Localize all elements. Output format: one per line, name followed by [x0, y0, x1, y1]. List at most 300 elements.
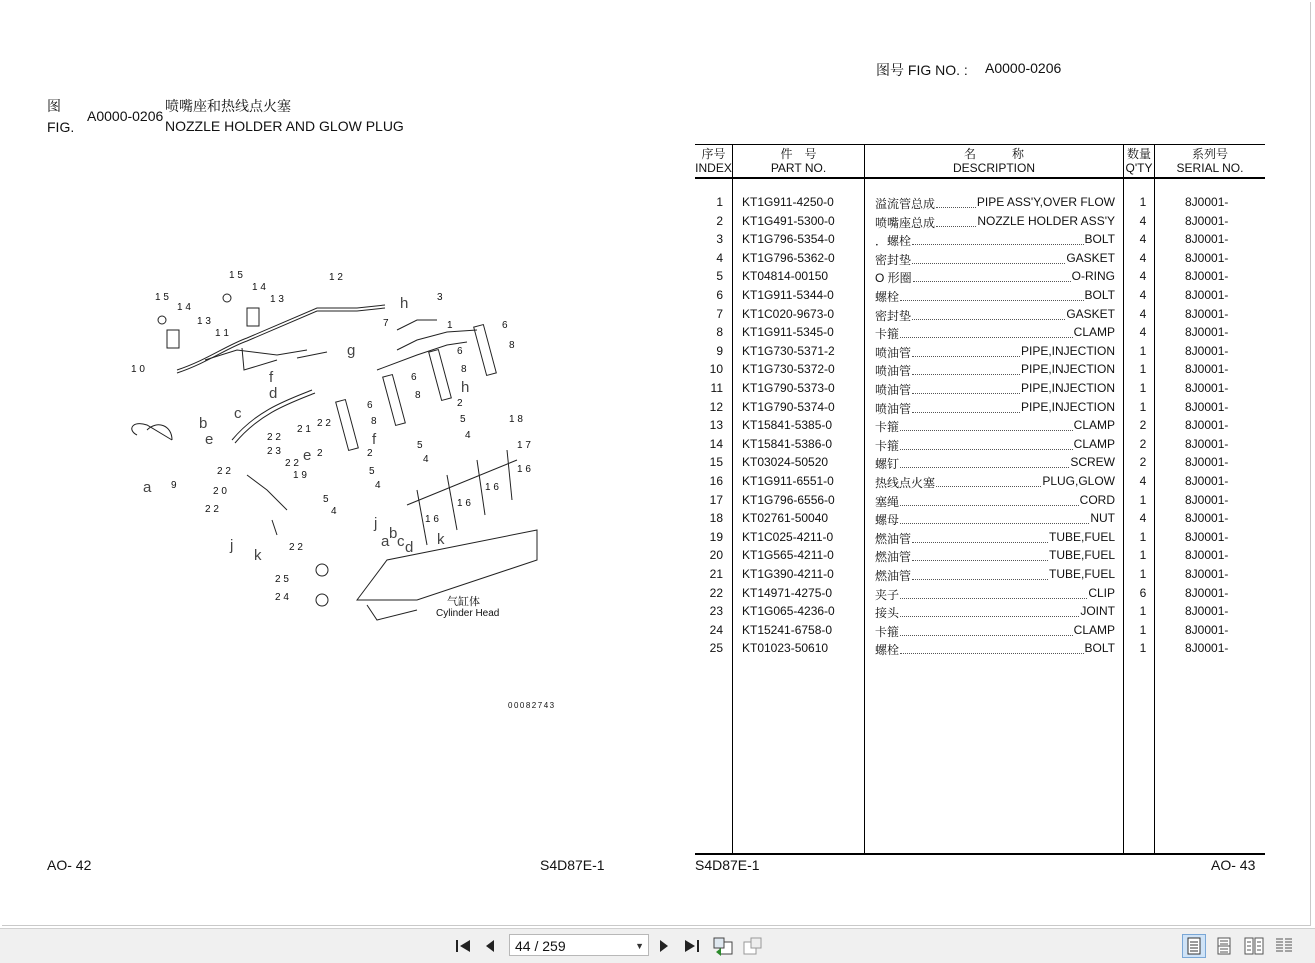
- row-desc-cn: 燃油管: [875, 550, 912, 565]
- row-index: 14: [709, 436, 723, 451]
- page-number-value: 44 / 259: [515, 938, 566, 954]
- row-serial: 8J0001-: [1185, 269, 1229, 284]
- row-desc-en: PIPE,INJECTION: [1020, 362, 1115, 377]
- row-part-no: KT1G390-4211-0: [742, 567, 834, 581]
- svg-text:b: b: [389, 525, 398, 542]
- row-serial: 8J0001-: [1185, 511, 1229, 526]
- row-part-no: KT1G491-5300-0: [742, 213, 835, 228]
- row-description: [875, 214, 1115, 231]
- leader-dots: [900, 604, 1079, 617]
- facing-continuous-view-icon[interactable]: [1272, 934, 1296, 958]
- table-row: [697, 269, 1267, 288]
- row-index: 4: [716, 250, 723, 265]
- svg-text:2 2: 2 2: [217, 466, 231, 477]
- svg-text:1 6: 1 6: [457, 498, 471, 509]
- table-row: [697, 418, 1267, 437]
- svg-text:1 6: 1 6: [485, 482, 499, 493]
- row-qty: 4: [1139, 269, 1147, 284]
- row-description: [875, 604, 1115, 621]
- table-row: [697, 455, 1267, 474]
- svg-text:7: 7: [383, 318, 389, 329]
- row-part-no: KT04814-00150: [742, 269, 829, 284]
- row-serial: 8J0001-: [1185, 604, 1229, 619]
- leader-dots: [912, 381, 1020, 394]
- svg-text:6: 6: [367, 400, 373, 411]
- table-row: [697, 362, 1267, 381]
- row-desc-en: CLAMP: [1073, 436, 1115, 451]
- row-desc-en: PIPE,INJECTION: [1020, 343, 1115, 358]
- row-desc-cn: 螺母: [875, 513, 900, 528]
- row-qty: 1: [1139, 492, 1147, 507]
- table-row: [697, 474, 1267, 493]
- leader-dots: [900, 455, 1069, 468]
- fig-no-label: 图号 FIG NO. :: [876, 62, 968, 78]
- header-serial-no: 系列号 SERIAL NO.: [1176, 147, 1244, 175]
- row-part-no: KT1G796-5362-0: [742, 250, 835, 265]
- leader-dots: [936, 474, 1041, 487]
- row-serial: 8J0001-: [1185, 436, 1229, 451]
- svg-text:1 4: 1 4: [252, 282, 266, 293]
- row-index: 9: [716, 343, 723, 358]
- svg-text:a: a: [381, 533, 390, 550]
- row-part-no: KT14971-4275-0: [742, 585, 833, 600]
- row-desc-en: O-RING: [1071, 269, 1115, 284]
- table-row: [697, 325, 1267, 344]
- svg-text:2 2: 2 2: [205, 504, 219, 515]
- left-footer-page: AO- 42: [47, 857, 92, 873]
- row-qty: 4: [1139, 250, 1147, 265]
- svg-text:1 3: 1 3: [270, 294, 284, 305]
- svg-text:2 2: 2 2: [289, 542, 303, 553]
- row-index: 25: [709, 641, 723, 656]
- row-desc-en: PIPE,INJECTION: [1020, 381, 1115, 395]
- row-desc-en: PIPE,INJECTION: [1020, 399, 1115, 414]
- table-top-rule: [695, 144, 1265, 145]
- leader-dots: [900, 437, 1073, 450]
- svg-text:6: 6: [502, 320, 508, 331]
- table-row: [697, 381, 1267, 400]
- row-desc-en: BOLT: [1084, 288, 1115, 302]
- row-index: 7: [716, 306, 723, 321]
- row-part-no: KT1C020-9673-0: [742, 306, 835, 321]
- table-row: [697, 232, 1267, 251]
- row-serial: 8J0001-: [1185, 343, 1229, 358]
- row-desc-cn: 卡箍: [875, 438, 900, 453]
- leader-dots: [912, 344, 1020, 357]
- leader-dots: [912, 251, 1065, 264]
- row-part-no: KT1G911-5345-0: [742, 325, 834, 340]
- row-description: [875, 455, 1115, 472]
- document-page-spread: [2, 2, 1311, 926]
- row-serial: 8J0001-: [1185, 399, 1229, 414]
- svg-text:2 0: 2 0: [213, 486, 227, 497]
- row-desc-cn: ．螺栓: [875, 234, 912, 249]
- table-row: [697, 548, 1267, 567]
- row-qty: 4: [1139, 232, 1147, 247]
- row-serial: 8J0001-: [1185, 381, 1229, 395]
- row-desc-en: BOLT: [1084, 232, 1115, 247]
- row-desc-en: TUBE,FUEL: [1048, 567, 1115, 581]
- row-qty: 2: [1139, 418, 1147, 433]
- single-page-view-icon[interactable]: [1182, 934, 1206, 958]
- svg-text:a: a: [143, 479, 152, 496]
- row-description: [875, 511, 1115, 528]
- row-part-no: KT1G790-5374-0: [742, 399, 835, 414]
- row-index: 1: [716, 195, 723, 209]
- svg-text:2 4: 2 4: [275, 592, 289, 603]
- leader-dots: [912, 307, 1065, 320]
- viewer-toolbar: [0, 928, 1315, 963]
- svg-text:2: 2: [317, 448, 323, 459]
- drawing-id: 00082743: [508, 701, 556, 710]
- svg-text:e: e: [205, 431, 214, 448]
- row-index: 6: [716, 288, 723, 302]
- row-qty: 1: [1139, 362, 1147, 377]
- svg-text:8: 8: [415, 390, 421, 401]
- row-desc-cn: 夹子: [875, 587, 900, 602]
- leader-dots: [900, 623, 1073, 636]
- svg-text:8: 8: [371, 416, 377, 427]
- svg-text:h: h: [400, 295, 409, 312]
- row-index: 17: [709, 492, 723, 507]
- row-index: 13: [709, 418, 723, 433]
- row-index: 8: [716, 325, 723, 340]
- row-description: [875, 325, 1115, 342]
- table-header-rule: [695, 177, 1265, 179]
- row-desc-en: CLAMP: [1073, 418, 1115, 433]
- svg-text:k: k: [437, 531, 445, 548]
- row-desc-cn: 溢流管总成: [875, 197, 936, 211]
- row-serial: 8J0001-: [1185, 362, 1229, 377]
- row-serial: 8J0001-: [1185, 492, 1229, 507]
- row-description: [875, 362, 1115, 379]
- row-serial: 8J0001-: [1185, 250, 1229, 265]
- row-qty: 1: [1139, 195, 1147, 209]
- svg-text:f: f: [269, 369, 274, 386]
- row-index: 22: [709, 585, 723, 600]
- row-description: [875, 474, 1115, 491]
- row-desc-en: GASKET: [1066, 306, 1115, 321]
- leader-dots: [900, 493, 1079, 506]
- row-part-no: KT15241-6758-0: [742, 622, 833, 637]
- row-description: [875, 251, 1115, 268]
- first-page-icon[interactable]: [452, 935, 474, 957]
- svg-text:1 8: 1 8: [509, 414, 523, 425]
- svg-text:2 3: 2 3: [267, 446, 281, 457]
- table-row: [697, 493, 1267, 512]
- row-index: 12: [709, 399, 723, 414]
- row-part-no: KT1G730-5372-0: [742, 362, 835, 377]
- row-part-no: KT1C025-4211-0: [742, 529, 834, 544]
- svg-text:4: 4: [375, 480, 381, 491]
- row-qty: 6: [1139, 585, 1147, 600]
- forward-view-icon[interactable]: [742, 935, 764, 957]
- row-description: [875, 418, 1115, 435]
- header-qty: 数量 Q'TY: [1125, 147, 1153, 175]
- row-qty: 2: [1139, 455, 1147, 470]
- leader-dots: [936, 214, 976, 227]
- svg-text:2 5: 2 5: [275, 574, 289, 585]
- row-desc-en: PIPE ASS'Y,OVER FLOW: [976, 195, 1115, 209]
- row-desc-cn: 卡箍: [875, 327, 900, 342]
- row-serial: 8J0001-: [1185, 232, 1229, 247]
- svg-text:d: d: [269, 385, 278, 402]
- row-description: [875, 288, 1115, 305]
- row-desc-en: CLIP: [1088, 585, 1115, 600]
- row-serial: 8J0001-: [1185, 306, 1229, 321]
- table-row: [697, 307, 1267, 326]
- row-serial: 8J0001-: [1185, 195, 1229, 209]
- table-row: [697, 586, 1267, 605]
- row-qty: 1: [1139, 381, 1147, 395]
- table-row: [697, 195, 1267, 214]
- svg-text:1 0: 1 0: [131, 364, 145, 375]
- row-description: [875, 641, 1115, 658]
- leader-dots: [936, 195, 976, 208]
- row-index: 11: [710, 381, 723, 395]
- row-desc-cn: 密封垫: [875, 252, 912, 267]
- svg-text:5: 5: [460, 414, 466, 425]
- leader-dots: [912, 567, 1048, 580]
- svg-text:1 9: 1 9: [293, 470, 307, 481]
- svg-text:2: 2: [457, 398, 463, 409]
- table-row: [697, 641, 1267, 660]
- row-desc-cn: O 形圈: [875, 271, 912, 286]
- row-part-no: KT15841-5385-0: [742, 418, 833, 433]
- svg-text:1: 1: [447, 320, 453, 331]
- svg-text:6: 6: [411, 372, 417, 383]
- leader-dots: [900, 288, 1084, 301]
- row-qty: 4: [1139, 213, 1147, 228]
- table-row: [697, 511, 1267, 530]
- svg-text:8: 8: [461, 364, 467, 375]
- row-index: 21: [709, 567, 723, 581]
- leader-dots: [912, 548, 1048, 561]
- row-part-no: KT1G565-4211-0: [742, 548, 834, 563]
- row-description: [875, 493, 1115, 510]
- row-index: 3: [716, 232, 723, 247]
- row-index: 23: [709, 604, 723, 619]
- fig-title-en: NOZZLE HOLDER AND GLOW PLUG: [165, 118, 404, 134]
- row-desc-en: SCREW: [1070, 455, 1115, 470]
- page-number-input[interactable]: [509, 934, 649, 956]
- row-desc-en: BOLT: [1084, 641, 1115, 656]
- row-serial: 8J0001-: [1185, 529, 1229, 544]
- table-row: [697, 344, 1267, 363]
- row-serial: 8J0001-: [1185, 641, 1229, 656]
- svg-text:g: g: [347, 342, 356, 359]
- row-desc-cn: 热线点火塞: [875, 476, 936, 490]
- row-desc-cn: 卡箍: [875, 420, 900, 435]
- row-index: 2: [716, 213, 723, 228]
- fig-title-cn: 喷嘴座和热线点火塞: [165, 98, 291, 114]
- row-desc-cn: 螺栓: [875, 290, 900, 304]
- row-desc-en: GASKET: [1066, 250, 1115, 265]
- left-footer-model: S4D87E-1: [540, 857, 605, 873]
- fig-label-en: FIG.: [47, 119, 75, 135]
- row-desc-cn: 螺钉: [875, 457, 900, 472]
- row-part-no: KT1G911-4250-0: [742, 195, 834, 209]
- row-qty: 1: [1139, 641, 1147, 656]
- row-part-no: KT1G911-6551-0: [742, 474, 834, 488]
- row-qty: 1: [1139, 548, 1147, 563]
- row-part-no: KT1G796-5354-0: [742, 232, 835, 247]
- svg-text:1 7: 1 7: [517, 440, 531, 451]
- table-row: [697, 437, 1267, 456]
- page-dropdown-icon[interactable]: ▼: [635, 941, 644, 951]
- svg-text:1 5: 1 5: [155, 292, 169, 303]
- svg-text:j: j: [374, 515, 378, 532]
- row-desc-en: JOINT: [1080, 604, 1115, 619]
- row-desc-cn: 喷油管: [875, 364, 912, 379]
- svg-text:j: j: [230, 537, 234, 554]
- leader-dots: [913, 269, 1071, 282]
- row-part-no: KT1G796-6556-0: [742, 492, 835, 507]
- row-desc-en: TUBE,FUEL: [1048, 529, 1115, 544]
- table-row: [697, 400, 1267, 419]
- row-index: 16: [709, 474, 723, 488]
- row-description: [875, 586, 1115, 603]
- row-serial: 8J0001-: [1185, 585, 1229, 600]
- row-qty: 4: [1139, 511, 1147, 526]
- svg-text:4: 4: [465, 430, 471, 441]
- row-index: 15: [709, 455, 723, 470]
- table-row: [697, 604, 1267, 623]
- svg-text:2: 2: [367, 448, 373, 459]
- row-index: 19: [709, 529, 723, 544]
- header-index: 序号 INDEX: [695, 147, 732, 175]
- row-index: 18: [709, 511, 723, 526]
- right-footer-model: S4D87E-1: [695, 857, 760, 873]
- svg-text:2 1: 2 1: [297, 424, 311, 435]
- row-serial: 8J0001-: [1185, 418, 1229, 433]
- row-index: 5: [716, 269, 723, 284]
- row-serial: 8J0001-: [1185, 567, 1229, 581]
- row-serial: 8J0001-: [1185, 455, 1229, 470]
- svg-text:1 3: 1 3: [197, 316, 211, 327]
- svg-text:2 2: 2 2: [267, 432, 281, 443]
- svg-text:k: k: [254, 547, 262, 564]
- row-description: [875, 195, 1115, 212]
- continuous-view-icon[interactable]: [1212, 934, 1236, 958]
- row-desc-en: CORD: [1079, 492, 1115, 507]
- fig-number: A0000-0206: [87, 108, 164, 124]
- row-description: [875, 381, 1115, 398]
- svg-text:e: e: [303, 447, 312, 464]
- row-part-no: KT03024-50520: [742, 455, 829, 470]
- row-description: [875, 232, 1115, 249]
- row-qty: 4: [1139, 325, 1147, 340]
- svg-text:1 2: 1 2: [329, 272, 343, 283]
- table-row: [697, 214, 1267, 233]
- leader-dots: [900, 418, 1073, 431]
- cylinder-head-label-cn: 气缸体: [447, 596, 480, 608]
- row-desc-cn: 塞绳: [875, 494, 900, 509]
- svg-text:f: f: [372, 431, 377, 448]
- svg-text:2 2: 2 2: [317, 418, 331, 429]
- facing-view-icon[interactable]: [1242, 934, 1266, 958]
- leader-dots: [900, 586, 1087, 599]
- header-part-no: 件 号 PART NO.: [770, 147, 827, 175]
- row-desc-cn: 燃油管: [875, 531, 912, 546]
- row-qty: 1: [1139, 399, 1147, 414]
- row-qty: 1: [1139, 622, 1147, 637]
- fig-label-cn: 图: [47, 98, 61, 114]
- table-row: [697, 251, 1267, 270]
- svg-text:9: 9: [171, 480, 177, 491]
- row-part-no: KT02761-50040: [742, 511, 829, 526]
- row-description: [875, 344, 1115, 361]
- svg-text:1 6: 1 6: [425, 514, 439, 525]
- row-desc-en: TUBE,FUEL: [1048, 548, 1115, 563]
- svg-text:4: 4: [423, 454, 429, 465]
- row-serial: 8J0001-: [1185, 622, 1229, 637]
- row-description: [875, 307, 1115, 324]
- svg-text:c: c: [397, 533, 405, 550]
- svg-text:1 5: 1 5: [229, 270, 243, 281]
- row-part-no: KT01023-50610: [742, 641, 829, 656]
- row-desc-cn: 喷油管: [875, 383, 912, 397]
- exploded-parts-drawing: [117, 260, 567, 660]
- leader-dots: [912, 362, 1020, 375]
- svg-text:5: 5: [369, 466, 375, 477]
- row-index: 20: [709, 548, 723, 563]
- row-desc-cn: 螺栓: [875, 643, 900, 658]
- svg-text:5: 5: [417, 440, 423, 451]
- row-part-no: KT1G065-4236-0: [742, 604, 835, 619]
- row-desc-cn: 卡箍: [875, 624, 900, 639]
- svg-text:1 4: 1 4: [177, 302, 191, 313]
- row-description: [875, 269, 1115, 286]
- row-index: 10: [709, 362, 723, 377]
- svg-text:6: 6: [457, 346, 463, 357]
- row-desc-en: NUT: [1090, 511, 1115, 526]
- row-desc-cn: 燃油管: [875, 569, 912, 583]
- row-desc-en: CLAMP: [1073, 622, 1115, 637]
- svg-text:2 2: 2 2: [285, 458, 299, 469]
- row-description: [875, 548, 1115, 565]
- row-qty: 1: [1139, 567, 1147, 581]
- row-serial: 8J0001-: [1185, 548, 1229, 563]
- svg-text:3: 3: [437, 292, 443, 303]
- svg-text:1 1: 1 1: [215, 328, 229, 339]
- row-part-no: KT1G730-5371-2: [742, 343, 835, 358]
- row-part-no: KT15841-5386-0: [742, 436, 833, 451]
- svg-text:5: 5: [323, 494, 329, 505]
- svg-text:h: h: [461, 379, 470, 396]
- next-page-icon[interactable]: [653, 935, 675, 957]
- row-desc-en: PLUG,GLOW: [1042, 474, 1115, 488]
- prev-page-icon[interactable]: [479, 935, 501, 957]
- header-description: 名 称 DESCRIPTION: [952, 147, 1035, 175]
- table-bottom-rule: [695, 853, 1265, 855]
- row-index: 24: [709, 622, 723, 637]
- leader-dots: [900, 325, 1073, 338]
- table-row: [697, 567, 1267, 586]
- back-view-icon[interactable]: [712, 935, 734, 957]
- row-desc-cn: 喷油管: [875, 401, 912, 416]
- row-serial: 8J0001-: [1185, 474, 1229, 488]
- row-qty: 4: [1139, 306, 1147, 321]
- row-qty: 4: [1139, 288, 1147, 302]
- row-desc-en: CLAMP: [1073, 325, 1115, 340]
- table-row: [697, 288, 1267, 307]
- last-page-icon[interactable]: [681, 935, 703, 957]
- svg-text:8: 8: [509, 340, 515, 351]
- table-row: [697, 530, 1267, 549]
- row-serial: 8J0001-: [1185, 213, 1229, 228]
- svg-text:b: b: [199, 415, 208, 432]
